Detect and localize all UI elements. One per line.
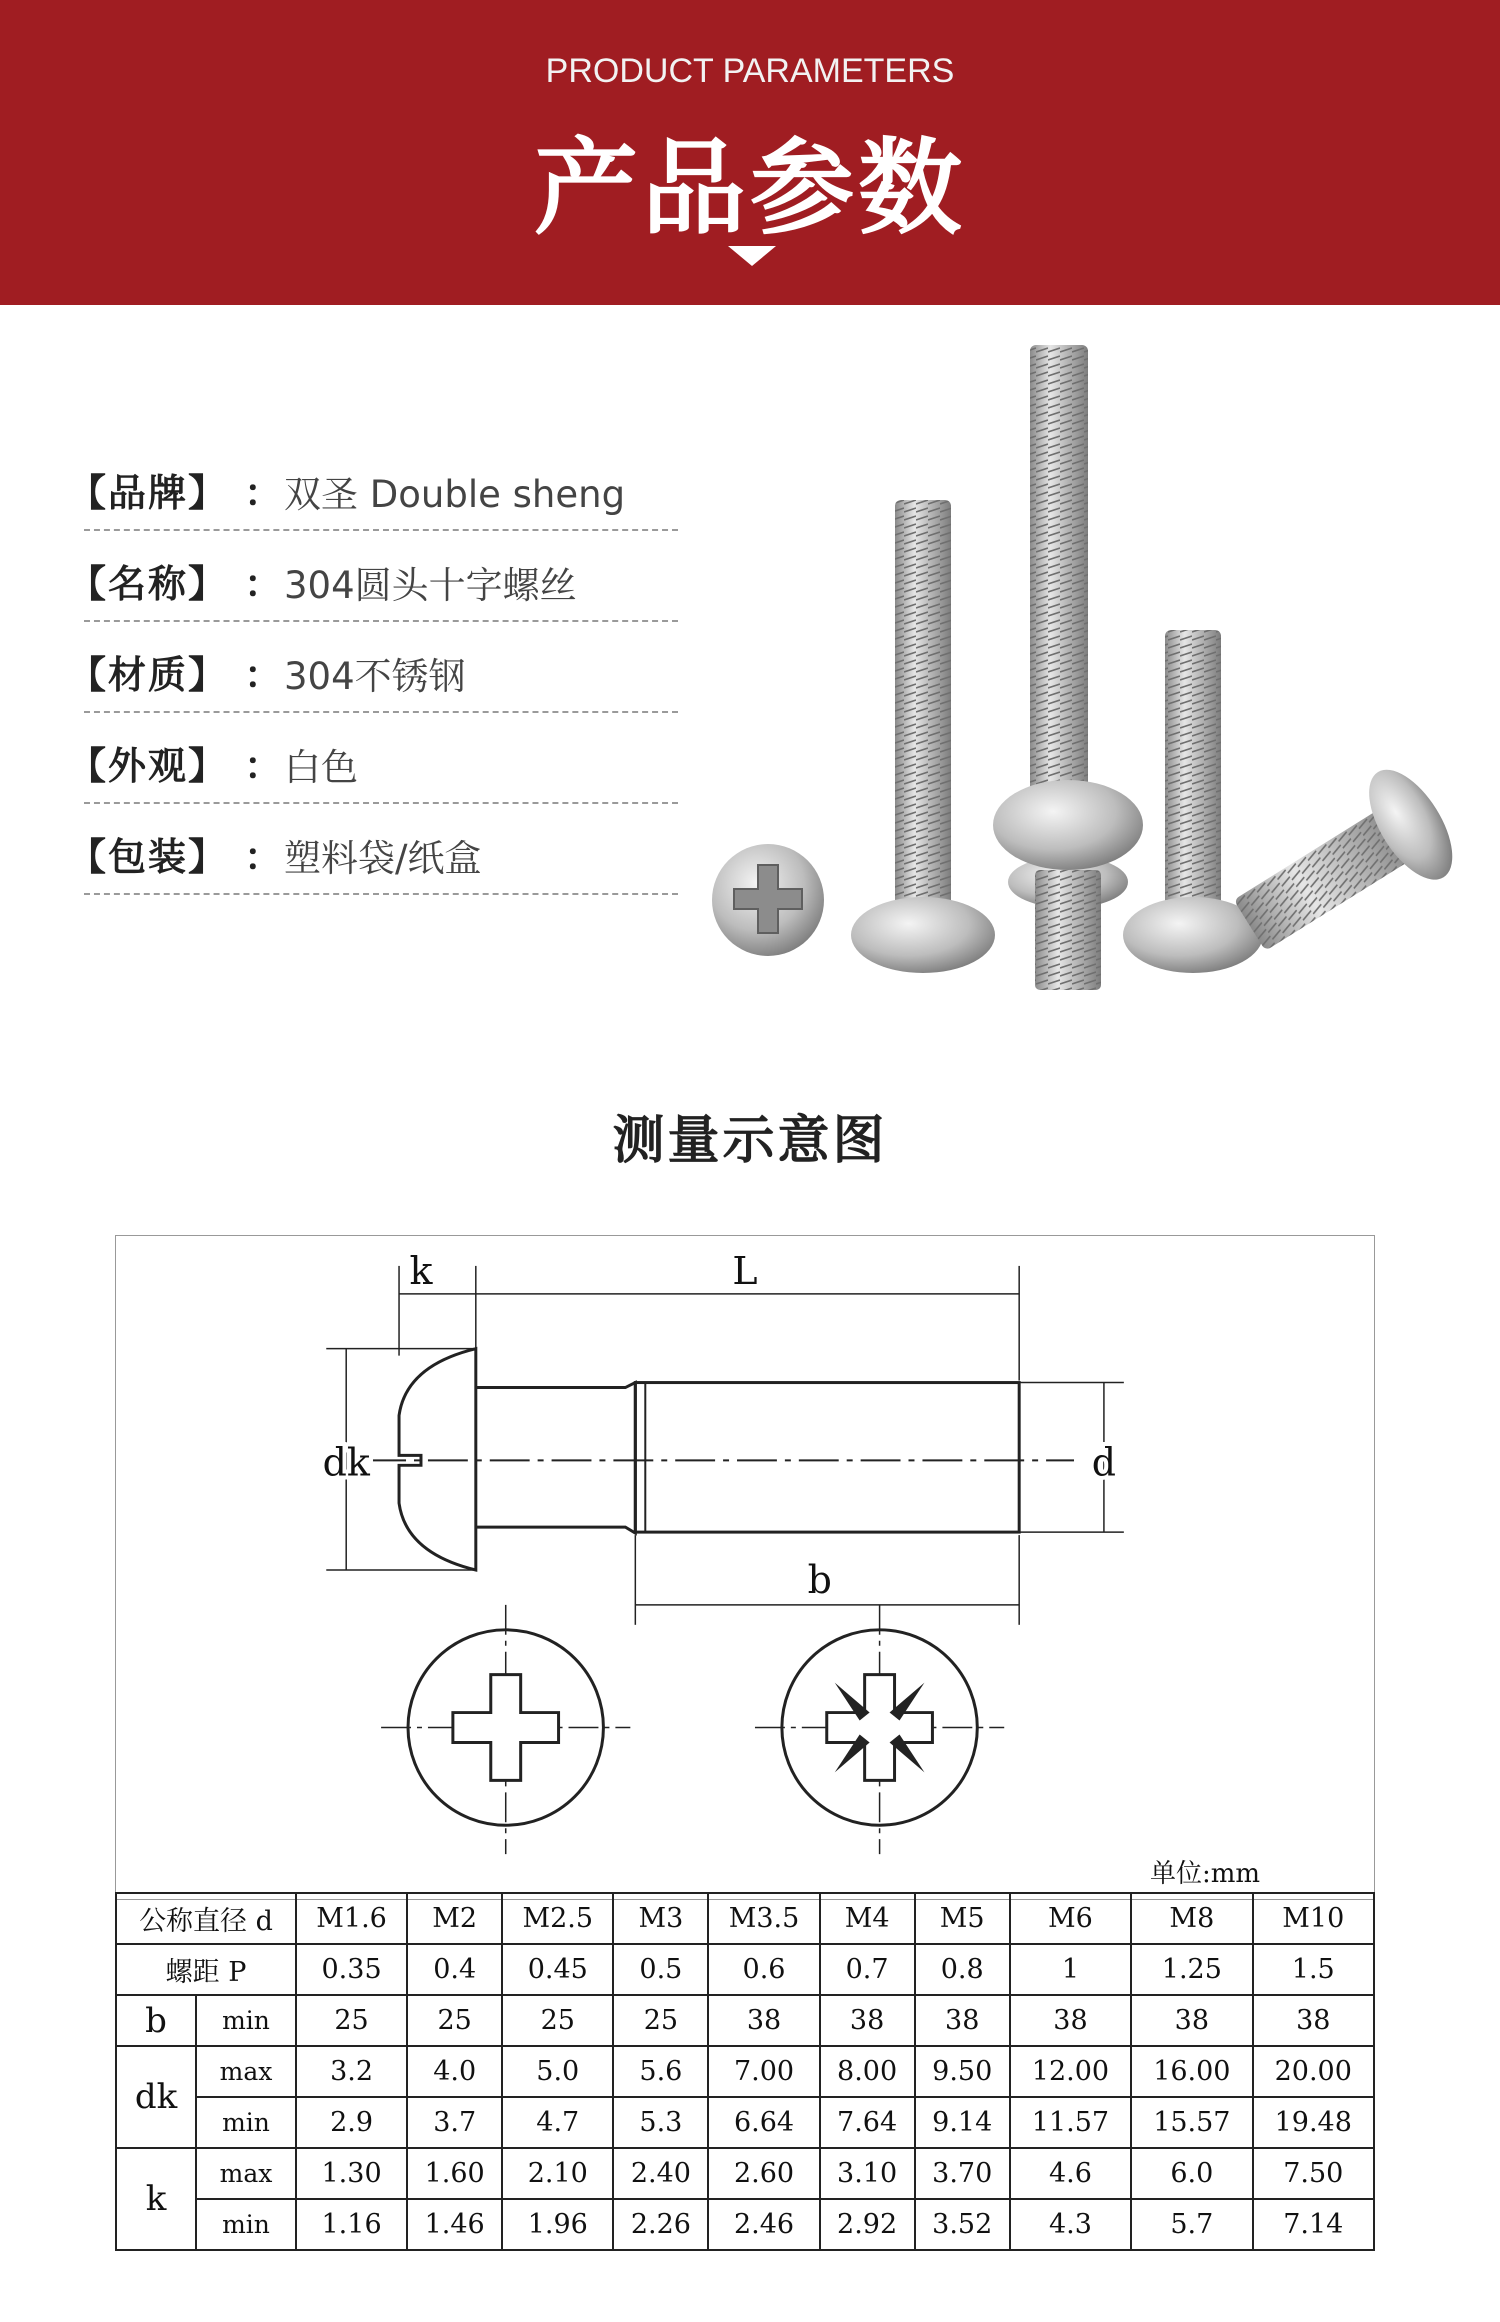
k-max-cell: 2.60: [708, 2148, 819, 2199]
table-row-k-min: [116, 2199, 1374, 2250]
pitch-cell: 0.5: [613, 1944, 708, 1995]
k-min-cell: 7.14: [1253, 2199, 1374, 2250]
b-min-cell: 25: [296, 1995, 407, 2046]
k-min-cell: 4.3: [1010, 2199, 1131, 2250]
dk-min-cell: 2.9: [296, 2097, 407, 2148]
screw-left: [851, 500, 995, 973]
dk-max-cell: 5.0: [502, 2046, 613, 2097]
label-L: L: [732, 1248, 758, 1293]
k-max-cell: 7.50: [1253, 2148, 1374, 2199]
size-cell: M2.5: [502, 1893, 613, 1944]
k-max-cell: 4.6: [1010, 2148, 1131, 2199]
param-value: 304圆头十字螺丝: [284, 564, 577, 607]
param-label: 【包装】: [68, 835, 229, 879]
phillips-head-view: [381, 1605, 630, 1854]
product-photo: [700, 330, 1480, 1020]
param-row-name: [68, 531, 678, 622]
dk-max-cell: 16.00: [1131, 2046, 1252, 2097]
dk-min-cell: 19.48: [1253, 2097, 1374, 2148]
size-cell: M3: [613, 1893, 708, 1944]
param-colon: ：: [244, 562, 283, 606]
param-value: 白色: [284, 746, 358, 789]
size-cell: M4: [820, 1893, 915, 1944]
b-min-cell: 25: [407, 1995, 502, 2046]
size-cell: M1.6: [296, 1893, 407, 1944]
dk-max-cell: 5.6: [613, 2046, 708, 2097]
k-min-cell: 1.96: [502, 2199, 613, 2250]
pozidriv-head-view: [755, 1605, 1004, 1854]
label-d: d: [1091, 1440, 1117, 1485]
screw-tall: [1030, 345, 1088, 825]
pitch-cell: 0.35: [296, 1944, 407, 1995]
chevron-down-icon: [728, 246, 776, 266]
dk-max-cell: 7.00: [708, 2046, 819, 2097]
param-colon: ：: [244, 471, 283, 515]
spec-table: [115, 1892, 1375, 2251]
k-header-cell: k: [116, 2148, 196, 2250]
b-min-cell: 38: [1010, 1995, 1131, 2046]
screw-head-front: [712, 844, 824, 956]
k-max-cell: 6.0: [1131, 2148, 1252, 2199]
dk-max-cell: 8.00: [820, 2046, 915, 2097]
param-label: 【外观】: [68, 744, 229, 788]
k-min-cell: 5.7: [1131, 2199, 1252, 2250]
k-min-cell: 1.46: [407, 2199, 502, 2250]
dk-min-label: min: [196, 2097, 296, 2148]
param-label: 【品牌】: [68, 471, 229, 515]
dk-min-cell: 6.64: [708, 2097, 819, 2148]
pitch-cell: 0.8: [915, 1944, 1010, 1995]
b-header-cell: b: [116, 1995, 196, 2046]
dk-max-cell: 12.00: [1010, 2046, 1131, 2097]
size-cell: M10: [1253, 1893, 1374, 1944]
unit-label: 单位:mm: [1150, 1859, 1261, 1889]
size-cell: M5: [915, 1893, 1010, 1944]
pitch-cell: 1.25: [1131, 1944, 1252, 1995]
param-value: 304不锈钢: [284, 655, 466, 698]
param-colon: ：: [244, 835, 283, 879]
param-value: 塑料袋/纸盒: [284, 837, 482, 880]
k-min-cell: 3.52: [915, 2199, 1010, 2250]
dk-max-cell: 20.00: [1253, 2046, 1374, 2097]
b-min-label: min: [196, 1995, 296, 2046]
b-min-cell: 25: [502, 1995, 613, 2046]
k-min-cell: 1.16: [296, 2199, 407, 2250]
pitch-cell: 1.5: [1253, 1944, 1374, 1995]
param-row-brand: [68, 440, 678, 531]
k-min-label: min: [196, 2199, 296, 2250]
k-max-cell: 3.70: [915, 2148, 1010, 2199]
dk-header-cell: dk: [116, 2046, 196, 2148]
size-header-cell: 公称直径 d: [116, 1893, 296, 1944]
dk-min-cell: 7.64: [820, 2097, 915, 2148]
dk-min-cell: 5.3: [613, 2097, 708, 2148]
size-cell: M8: [1131, 1893, 1252, 1944]
table-row-dk-min: [116, 2097, 1374, 2148]
b-min-cell: 38: [820, 1995, 915, 2046]
param-label: 【材质】: [68, 653, 229, 697]
param-value: 双圣 Double sheng: [284, 473, 626, 516]
pitch-cell: 0.4: [407, 1944, 502, 1995]
diagram-title: 测量示意图: [612, 1111, 888, 1171]
banner-title: 产品参数: [533, 127, 966, 249]
dk-min-cell: 9.14: [915, 2097, 1010, 2148]
pitch-cell: 0.6: [708, 1944, 819, 1995]
dk-max-label: max: [196, 2046, 296, 2097]
dk-min-cell: 15.57: [1131, 2097, 1252, 2148]
dk-min-cell: 3.7: [407, 2097, 502, 2148]
measurement-diagram: [115, 1235, 1375, 1900]
param-colon: ：: [244, 653, 283, 697]
b-min-cell: 25: [613, 1995, 708, 2046]
b-min-cell: 38: [1131, 1995, 1252, 2046]
b-min-cell: 38: [1253, 1995, 1374, 2046]
parameter-list: [68, 440, 678, 895]
k-max-label: max: [196, 2148, 296, 2199]
k-min-cell: 2.92: [820, 2199, 915, 2250]
dk-min-cell: 11.57: [1010, 2097, 1131, 2148]
size-cell: M3.5: [708, 1893, 819, 1944]
pitch-cell: 0.7: [820, 1944, 915, 1995]
pitch-header-cell: 螺距 P: [116, 1944, 296, 1995]
param-row-packaging: [68, 804, 678, 895]
table-row-b-min: [116, 1995, 1374, 2046]
table-row-dk-max: [116, 2046, 1374, 2097]
param-row-material: [68, 622, 678, 713]
b-min-cell: 38: [708, 1995, 819, 2046]
dk-max-cell: 3.2: [296, 2046, 407, 2097]
k-min-cell: 2.46: [708, 2199, 819, 2250]
table-row-size: [116, 1893, 1374, 1944]
size-cell: M2: [407, 1893, 502, 1944]
table-row-pitch: [116, 1944, 1374, 1995]
k-max-cell: 2.10: [502, 2148, 613, 2199]
label-k: k: [409, 1248, 433, 1293]
param-label: 【名称】: [68, 562, 229, 606]
screw-middle: [993, 780, 1143, 990]
dk-max-cell: 4.0: [407, 2046, 502, 2097]
dk-max-cell: 9.50: [915, 2046, 1010, 2097]
k-max-cell: 2.40: [613, 2148, 708, 2199]
param-row-appearance: [68, 713, 678, 804]
table-row-k-max: [116, 2148, 1374, 2199]
pitch-cell: 1: [1010, 1944, 1131, 1995]
k-max-cell: 3.10: [820, 2148, 915, 2199]
label-b: b: [807, 1557, 832, 1602]
dk-min-cell: 4.7: [502, 2097, 613, 2148]
label-dk: dk: [322, 1440, 370, 1485]
param-colon: ：: [244, 744, 283, 788]
header-banner: [0, 0, 1500, 305]
k-max-cell: 1.60: [407, 2148, 502, 2199]
k-min-cell: 2.26: [613, 2199, 708, 2250]
size-cell: M6: [1010, 1893, 1131, 1944]
banner-subtitle: PRODUCT PARAMETERS: [545, 52, 955, 90]
b-min-cell: 38: [915, 1995, 1010, 2046]
screw-right: [1123, 630, 1263, 973]
pitch-cell: 0.45: [502, 1944, 613, 1995]
k-max-cell: 1.30: [296, 2148, 407, 2199]
